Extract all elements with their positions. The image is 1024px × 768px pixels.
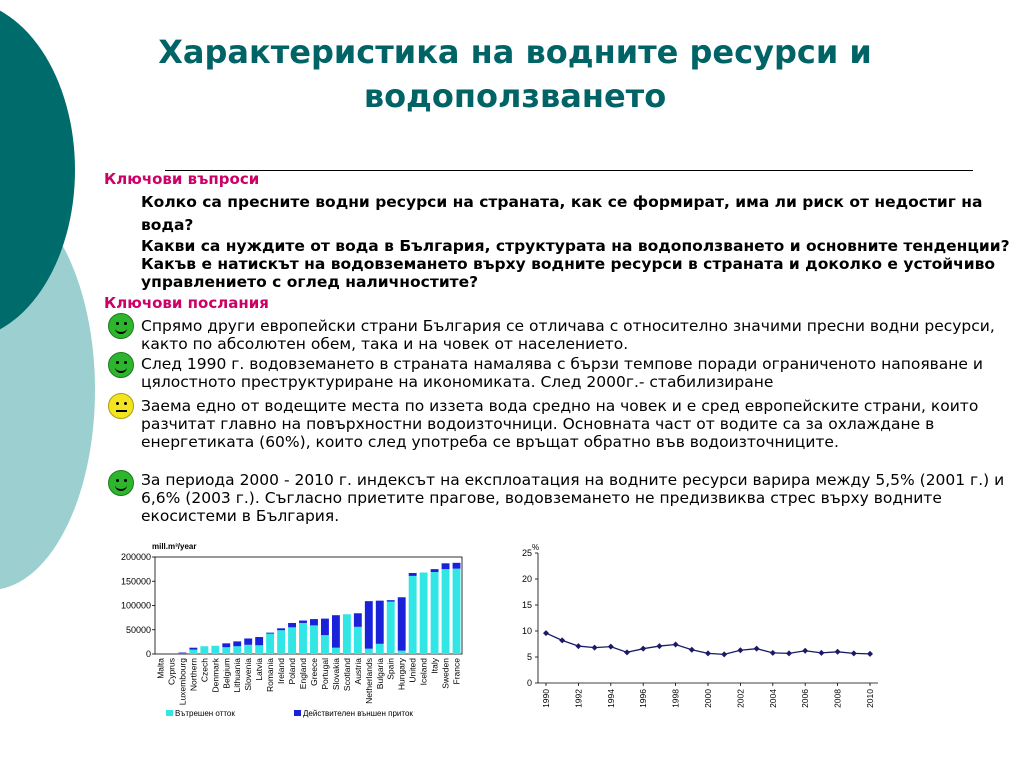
bar-external (288, 623, 296, 627)
x-tick-label: Portugal (319, 658, 330, 690)
bar-external (332, 615, 340, 647)
bar-external (354, 613, 362, 627)
bar-external (409, 573, 417, 576)
title-divider (165, 170, 973, 171)
data-point (770, 650, 776, 656)
bar-external (431, 569, 439, 572)
bar-external (453, 563, 461, 569)
bar-internal (442, 569, 450, 654)
unit-label: mill.m³/year (152, 542, 197, 551)
x-tick-label: Luxembourg (177, 658, 188, 706)
bar-internal (244, 645, 252, 654)
bar-internal (310, 625, 318, 654)
legend-label: Действителен външен приток (303, 709, 413, 718)
bar-external (233, 641, 241, 646)
x-tick-label: 2010 (865, 689, 875, 708)
y-tick-label: 200000 (120, 552, 151, 562)
bar-internal (332, 648, 340, 654)
data-point (543, 630, 549, 636)
x-tick-label: Italy (429, 658, 440, 674)
data-point (721, 651, 727, 657)
y-tick-label: 0 (526, 678, 532, 688)
bar-external (387, 600, 395, 601)
data-point (754, 646, 760, 652)
bar-external (365, 601, 373, 649)
bar-external (376, 601, 384, 644)
bar-external (299, 621, 307, 623)
smiley-face-icon (108, 313, 134, 339)
bar-internal (222, 647, 230, 654)
slide-title: Характеристика на водните ресурси и водоползването (158, 33, 872, 115)
x-tick-label: Latvia (254, 658, 265, 681)
message-3: Заема едно от водещите места по иззета вода средно на човек и е сред европейските страни, които разчитат главно на повърхностни водоизточници. Основната част от водите са за охлаждане в енергетиката (60%), които след употреба се връщат обратно във водоизточниците. (141, 397, 979, 451)
bar-internal (376, 644, 384, 654)
x-tick-label: Czech (199, 658, 210, 683)
x-tick-label: 1992 (573, 689, 584, 708)
x-tick-label: Hungary (396, 658, 407, 691)
x-tick-label: 1994 (605, 689, 616, 708)
bar-external (310, 619, 318, 625)
messages-heading: Ключови послания (104, 294, 269, 312)
data-point (640, 646, 646, 652)
bar-internal (189, 650, 197, 654)
data-point (575, 643, 581, 649)
bar-external (277, 628, 285, 630)
x-tick-label: Belgium (221, 658, 232, 689)
data-point (835, 649, 841, 655)
x-tick-label: 1998 (670, 689, 681, 708)
bar-internal (365, 649, 373, 654)
x-tick-label: Slovakia (330, 658, 341, 691)
x-tick-label: Cyprus (166, 658, 177, 685)
legend-swatch (294, 710, 301, 716)
neutral-face-icon (108, 393, 134, 419)
x-tick-label: Malta (155, 658, 166, 679)
bar-external (244, 638, 252, 644)
exploitation-index-line-chart (508, 540, 888, 710)
x-tick-label: 2000 (703, 689, 713, 708)
data-point (673, 642, 679, 648)
bar-external (189, 648, 197, 650)
x-tick-label: 1996 (638, 689, 649, 708)
x-tick-label: Sweden (440, 658, 451, 689)
message-2: След 1990 г. водовземането в страната намалява с бързи темпове поради ограниченото напояване и цялостното преструктуриране на икономиката. След 2000г.- стабилизиране (141, 355, 983, 391)
x-tick-label: France (451, 658, 462, 685)
smiley-face-icon (108, 470, 134, 496)
bar-internal (409, 576, 417, 654)
bar-internal (354, 627, 362, 654)
x-tick-label: Denmark (210, 658, 221, 693)
y-tick-label: 150000 (120, 576, 151, 587)
bar-external (442, 563, 450, 569)
data-point (656, 643, 662, 649)
bar-internal (255, 645, 263, 654)
message-4: За периода 2000 - 2010 г. индексът на експлоатация на водните ресурси варира между 5,5% (2001 г.) и 6,6% (2003 г.). Съгласно приетите прагове, водовземането не предизвиква стрес върху водните екосистеми в България. (141, 471, 1005, 525)
x-tick-label: Northern (188, 658, 199, 692)
x-tick-label: 2006 (800, 689, 811, 708)
x-tick-label: 2008 (832, 689, 843, 708)
y-tick-label: 25 (521, 548, 532, 558)
x-tick-label: Netherlands (363, 658, 374, 704)
x-tick-label: Slovenia (243, 658, 254, 691)
x-tick-label: 2004 (767, 689, 778, 708)
bar-internal (431, 572, 439, 654)
x-tick-label: Bulgaria (374, 658, 385, 690)
bar-external (178, 653, 186, 654)
x-tick-label: Iceland (418, 658, 429, 686)
y-tick-label: 20 (521, 574, 532, 584)
data-point (802, 648, 808, 654)
y-tick-label: 50000 (125, 624, 151, 635)
bar-internal (321, 635, 329, 654)
x-tick-label: Greece (308, 658, 319, 686)
x-tick-label: Spain (385, 658, 396, 680)
data-point (851, 650, 857, 656)
x-tick-label: England (298, 658, 309, 690)
legend-swatch (166, 710, 173, 716)
data-point (689, 647, 695, 653)
questions-heading: Ключови въпроси (104, 170, 260, 188)
data-point (818, 650, 824, 656)
x-tick-label: 2002 (735, 689, 746, 708)
bar-internal (200, 646, 208, 654)
bar-internal (266, 634, 274, 654)
bar-internal (288, 627, 296, 654)
bar-internal (277, 630, 285, 654)
x-tick-label: 1990 (541, 689, 551, 708)
water-resources-bar-chart (108, 536, 468, 726)
x-tick-label: United (407, 658, 418, 683)
x-tick-label: Scotland (341, 658, 352, 692)
bar-internal (299, 623, 307, 654)
question-1: Колко са пресните водни ресурси на страната, как се формират, има ли риск от недостиг на вода? (141, 193, 983, 234)
y-tick-label: 100000 (120, 600, 151, 611)
bar-internal (453, 569, 461, 654)
message-1: Спрямо други европейски страни България се отличава с относително значими пресни водни ресурси, както по абсолютен обем, така и на човек от населението. (141, 317, 995, 353)
legend-label: Вътрешен отток (175, 709, 235, 718)
x-tick-label: Ireland (276, 658, 287, 684)
bar-internal (398, 651, 406, 654)
bar-internal (387, 602, 395, 654)
question-2: Какви са нуждите от вода в България, структурата на водоползването и основните тенденции? Какъв е натискът на водовземането върху водните ресурси в страната и доколко е устойчиво управлението с оглед наличностите? (141, 237, 1010, 291)
bar-internal (420, 573, 428, 654)
data-point (737, 647, 743, 653)
bar-external (321, 619, 329, 635)
bar-internal (343, 614, 351, 654)
data-point (624, 649, 630, 655)
bar-internal (233, 646, 241, 654)
bar-external (222, 643, 230, 647)
data-point (608, 644, 614, 650)
bar-external (266, 633, 274, 634)
bar-external (398, 597, 406, 650)
data-point (867, 651, 873, 657)
data-point (592, 645, 598, 651)
data-point (786, 650, 792, 656)
x-tick-label: Austria (352, 658, 363, 685)
x-tick-label: Romania (265, 658, 276, 693)
data-point (559, 637, 565, 643)
bar-external (255, 637, 263, 645)
x-tick-label: Poland (287, 658, 298, 685)
bar-internal (211, 646, 219, 654)
y-tick-label: 15 (521, 600, 532, 610)
x-tick-label: Lithuania (232, 658, 243, 693)
y-tick-label: 5 (526, 652, 532, 662)
y-tick-label: 10 (521, 626, 532, 636)
smiley-face-icon (108, 352, 134, 378)
unit-label: % (532, 543, 540, 552)
y-tick-label: 0 (145, 649, 151, 659)
data-point (705, 650, 711, 656)
